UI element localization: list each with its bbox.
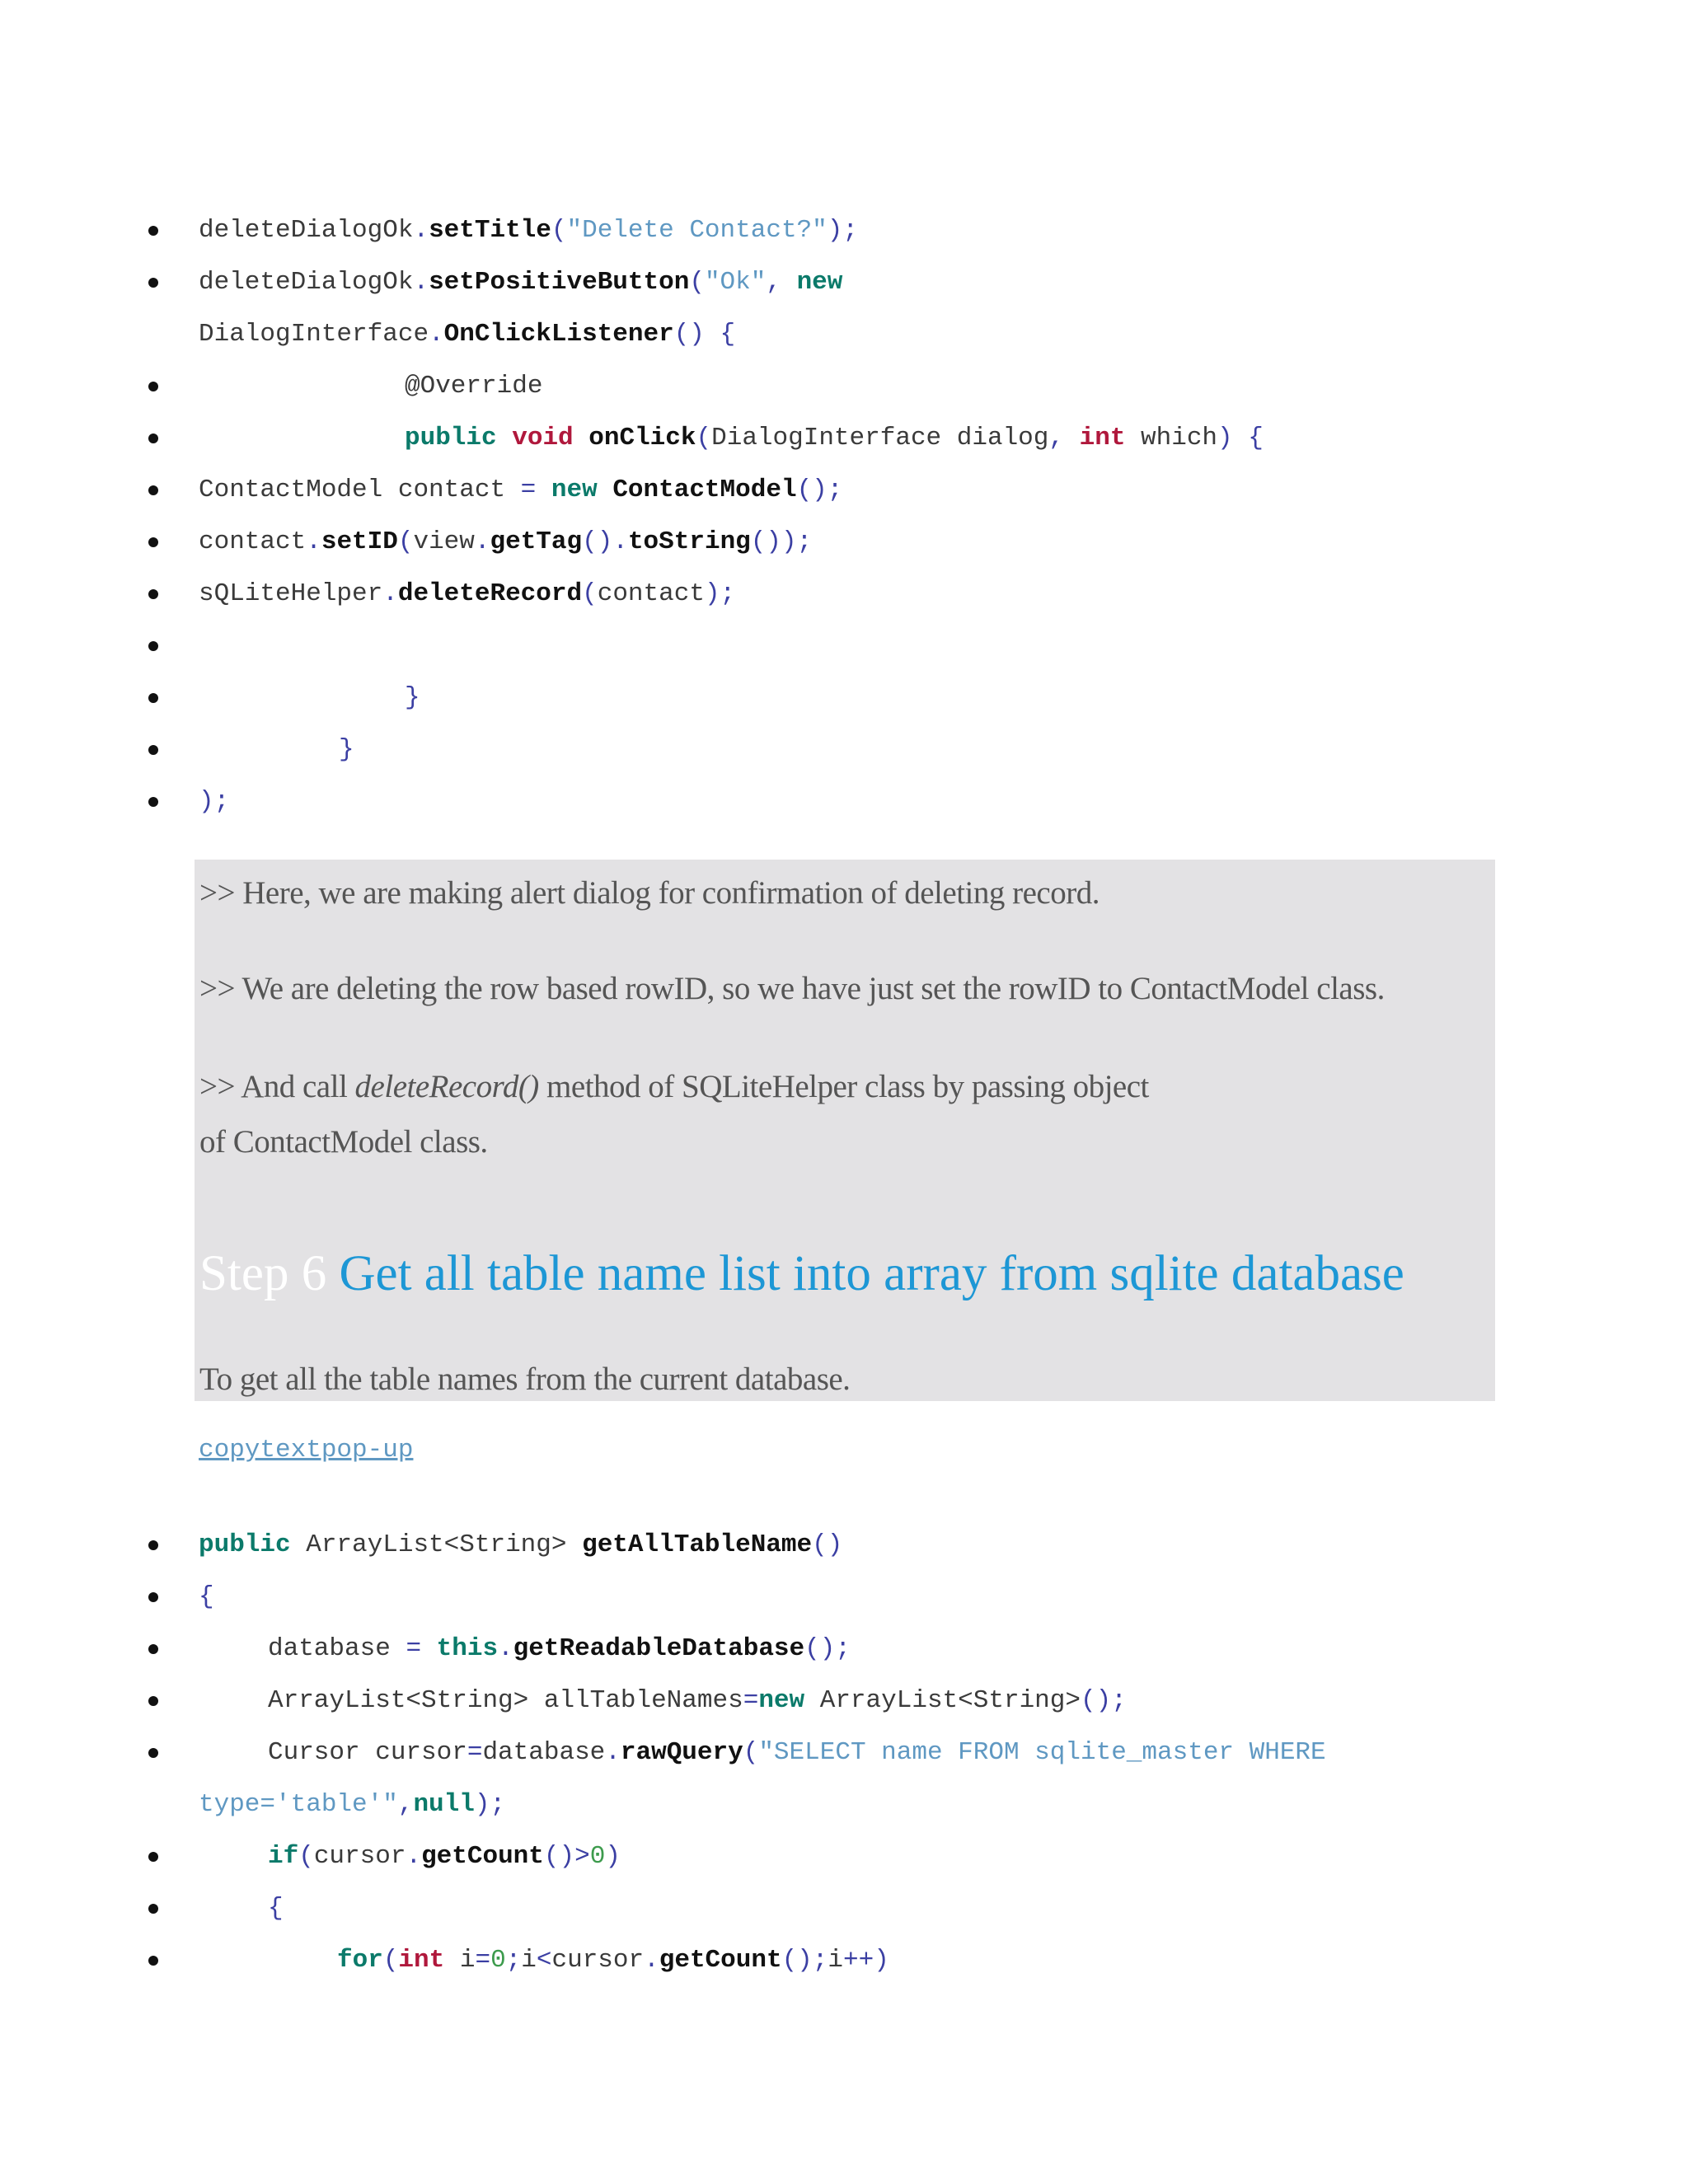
code-token: = xyxy=(743,1686,759,1715)
code-line xyxy=(0,1934,1688,1986)
code-token: cursor xyxy=(551,1946,645,1975)
code-line xyxy=(0,1571,1688,1623)
code-token: contact xyxy=(597,579,705,608)
code-line xyxy=(0,1675,1688,1727)
bullet-icon xyxy=(148,1540,158,1550)
code-token: ( xyxy=(397,527,414,556)
bullet-icon xyxy=(148,693,158,703)
code-token: getCount xyxy=(659,1946,782,1975)
code-line xyxy=(0,1830,1688,1882)
bullet-icon xyxy=(148,641,158,651)
code-token: cursor xyxy=(313,1842,406,1871)
code-token: deleteDialogOk xyxy=(199,268,414,297)
bullet-icon xyxy=(148,537,158,547)
code-token: onClick xyxy=(588,424,696,452)
code-token: . xyxy=(306,527,321,556)
explanation-text: >> And call xyxy=(199,1069,355,1104)
step-number: Step 6 xyxy=(199,1246,327,1301)
code-token: . xyxy=(382,579,398,608)
bullet-icon xyxy=(148,745,158,755)
code-token: getCount xyxy=(421,1842,544,1871)
code-token: 0 xyxy=(490,1946,506,1975)
code-token: ) xyxy=(1217,424,1233,452)
code-token: ++) xyxy=(842,1946,889,1975)
code-token: = xyxy=(406,1634,422,1663)
code-token: ArrayList<String> xyxy=(290,1530,583,1559)
code-token: ; xyxy=(505,1946,522,1975)
code-token: ( xyxy=(689,268,705,297)
code-token: toString xyxy=(627,527,751,556)
explanation-paragraph: of ContactModel class. xyxy=(199,1124,488,1160)
code-token: (); xyxy=(804,1634,851,1663)
code-token: ContactModel xyxy=(612,476,797,504)
code-token: "SELECT name FROM sqlite_master WHERE xyxy=(758,1738,1326,1767)
code-token: (); xyxy=(781,1946,828,1975)
code-token: ); xyxy=(474,1790,506,1819)
code-block-get-all-tables xyxy=(0,1519,1688,1986)
code-text xyxy=(268,1623,1688,1675)
code-line xyxy=(0,1519,1688,1571)
code-token: = xyxy=(467,1738,483,1767)
code-text xyxy=(199,1519,1688,1571)
code-token: ); xyxy=(199,787,230,816)
code-token: { xyxy=(268,1894,284,1923)
code-token: setTitle xyxy=(429,216,551,245)
code-text xyxy=(199,204,1688,256)
bullet-icon xyxy=(148,1748,158,1758)
code-token: int xyxy=(398,1946,445,1975)
bullet-icon xyxy=(148,1852,158,1862)
code-token: i xyxy=(444,1946,476,1975)
code-token: . xyxy=(474,527,490,556)
code-token: , xyxy=(397,1790,414,1819)
code-token: Cursor cursor xyxy=(268,1738,467,1767)
code-token: ( xyxy=(551,216,567,245)
code-token: setPositiveButton xyxy=(429,268,690,297)
code-token: sQLiteHelper xyxy=(199,579,383,608)
code-text-continued xyxy=(199,308,735,360)
bullet-icon xyxy=(148,434,158,443)
bullet-icon xyxy=(148,382,158,391)
bullet-icon xyxy=(148,1592,158,1602)
code-text xyxy=(199,464,1688,516)
code-token: for xyxy=(337,1946,383,1975)
code-token: ( xyxy=(382,1946,399,1975)
code-token: i xyxy=(521,1946,537,1975)
code-token: > xyxy=(574,1842,590,1871)
code-token: i xyxy=(828,1946,843,1975)
code-token: ) xyxy=(605,1842,621,1871)
code-token: new xyxy=(796,268,843,297)
code-text-continued xyxy=(199,1779,505,1830)
code-token: () xyxy=(582,527,613,556)
code-token: int xyxy=(1079,424,1126,452)
step-heading xyxy=(199,1245,1404,1303)
code-line xyxy=(0,724,1688,776)
code-token: . xyxy=(644,1946,659,1975)
code-line xyxy=(0,568,1688,620)
code-token: void xyxy=(512,424,574,452)
code-token: . xyxy=(413,268,429,297)
code-token: setID xyxy=(321,527,398,556)
explanation-panel xyxy=(195,860,1495,1401)
code-token: } xyxy=(339,735,354,764)
code-token: . xyxy=(429,320,444,349)
code-token: if xyxy=(268,1842,299,1871)
code-token: } xyxy=(405,683,420,712)
bullet-icon xyxy=(148,1696,158,1706)
code-token: DialogInterface dialog xyxy=(711,424,1049,452)
explanation-paragraph: >> We are deleting the row based rowID, so we have just set the rowID to ContactModel class. xyxy=(199,971,1385,1006)
code-text xyxy=(268,1727,1688,1779)
code-token: ( xyxy=(743,1738,759,1767)
code-token: { xyxy=(704,320,736,349)
code-token: () xyxy=(543,1842,575,1871)
code-token: ()); xyxy=(750,527,813,556)
code-token: this xyxy=(421,1634,499,1663)
code-token: rawQuery xyxy=(620,1738,743,1767)
code-token: ContactModel contact xyxy=(199,476,521,504)
code-text xyxy=(405,412,1688,464)
code-token: ); xyxy=(704,579,736,608)
explanation-paragraph: >> Here, we are making alert dialog for confirmation of deleting record. xyxy=(199,875,1100,911)
code-token: ( xyxy=(582,579,598,608)
code-token: DialogInterface xyxy=(199,320,429,349)
code-token: ArrayList<String> xyxy=(804,1686,1081,1715)
code-block-delete-dialog xyxy=(0,204,1688,827)
code-token: getTag xyxy=(490,527,583,556)
code-token: contact xyxy=(199,527,307,556)
code-token: null xyxy=(413,1790,475,1819)
bullet-icon xyxy=(148,1644,158,1654)
code-token: database xyxy=(482,1738,606,1767)
code-token: "Delete Contact?" xyxy=(566,216,828,245)
code-text xyxy=(199,516,1688,568)
code-token: , xyxy=(1048,424,1080,452)
code-text xyxy=(199,256,1688,308)
step-title: Get all table name list into array from sqlite database xyxy=(339,1246,1404,1301)
code-token: database xyxy=(268,1634,406,1663)
code-line xyxy=(0,1882,1688,1934)
code-line xyxy=(0,1727,1688,1830)
code-token: deleteRecord xyxy=(397,579,583,608)
code-line xyxy=(0,776,1688,827)
code-line xyxy=(0,256,1688,360)
code-token: . xyxy=(413,216,429,245)
method-name: deleteRecord() xyxy=(354,1069,539,1104)
explanation-paragraph xyxy=(199,1068,1149,1105)
code-token: { xyxy=(199,1582,214,1611)
bullet-icon xyxy=(148,797,158,807)
code-text xyxy=(405,360,1688,412)
code-line xyxy=(0,360,1688,412)
code-token: new xyxy=(758,1686,805,1715)
explanation-text: method of SQLiteHelper class by passing object xyxy=(538,1069,1149,1104)
code-line xyxy=(0,672,1688,724)
code-line xyxy=(0,412,1688,464)
code-token: view xyxy=(413,527,475,556)
code-line xyxy=(0,1623,1688,1675)
code-line xyxy=(0,620,1688,672)
code-token: @Override xyxy=(405,372,543,401)
code-line xyxy=(0,204,1688,256)
code-token: () xyxy=(812,1530,843,1559)
code-token: 0 xyxy=(589,1842,606,1871)
code-token: deleteDialogOk xyxy=(199,216,414,245)
code-text xyxy=(337,1934,1688,1986)
code-token: ArrayList<String> allTableNames xyxy=(268,1686,743,1715)
code-token: which xyxy=(1125,424,1218,452)
code-line xyxy=(0,516,1688,568)
code-text xyxy=(268,1675,1688,1727)
code-token: ( xyxy=(298,1842,314,1871)
code-token: "Ok" xyxy=(704,268,767,297)
bullet-icon xyxy=(148,278,158,288)
copy-text-link[interactable]: copytextpop-up xyxy=(199,1436,414,1465)
code-token: ( xyxy=(696,424,712,452)
code-token: new xyxy=(551,476,598,504)
bullet-icon xyxy=(148,1956,158,1966)
code-token: = xyxy=(475,1946,491,1975)
code-token: . xyxy=(498,1634,513,1663)
code-token: . xyxy=(605,1738,621,1767)
code-token: = xyxy=(520,476,537,504)
step-intro: To get all the table names from the current database. xyxy=(199,1361,851,1397)
code-token: public xyxy=(199,1530,291,1559)
code-token: . xyxy=(406,1842,422,1871)
code-token: public xyxy=(405,424,497,452)
code-token: . xyxy=(612,527,628,556)
code-token: { xyxy=(1232,424,1264,452)
bullet-icon xyxy=(148,1904,158,1914)
code-token: getReadableDatabase xyxy=(513,1634,805,1663)
code-token: ); xyxy=(827,216,858,245)
code-token: (); xyxy=(796,476,843,504)
code-token: < xyxy=(536,1946,552,1975)
code-token: getAllTableName xyxy=(582,1530,813,1559)
bullet-icon xyxy=(148,589,158,599)
code-line xyxy=(0,464,1688,516)
code-text xyxy=(199,568,1688,620)
code-token: type='table'" xyxy=(199,1790,398,1819)
code-token: () xyxy=(673,320,705,349)
bullet-icon xyxy=(148,226,158,236)
bullet-icon xyxy=(148,485,158,495)
code-token: , xyxy=(766,268,797,297)
code-token: (); xyxy=(1080,1686,1127,1715)
code-text xyxy=(268,1830,1688,1882)
code-token: OnClickListener xyxy=(443,320,674,349)
